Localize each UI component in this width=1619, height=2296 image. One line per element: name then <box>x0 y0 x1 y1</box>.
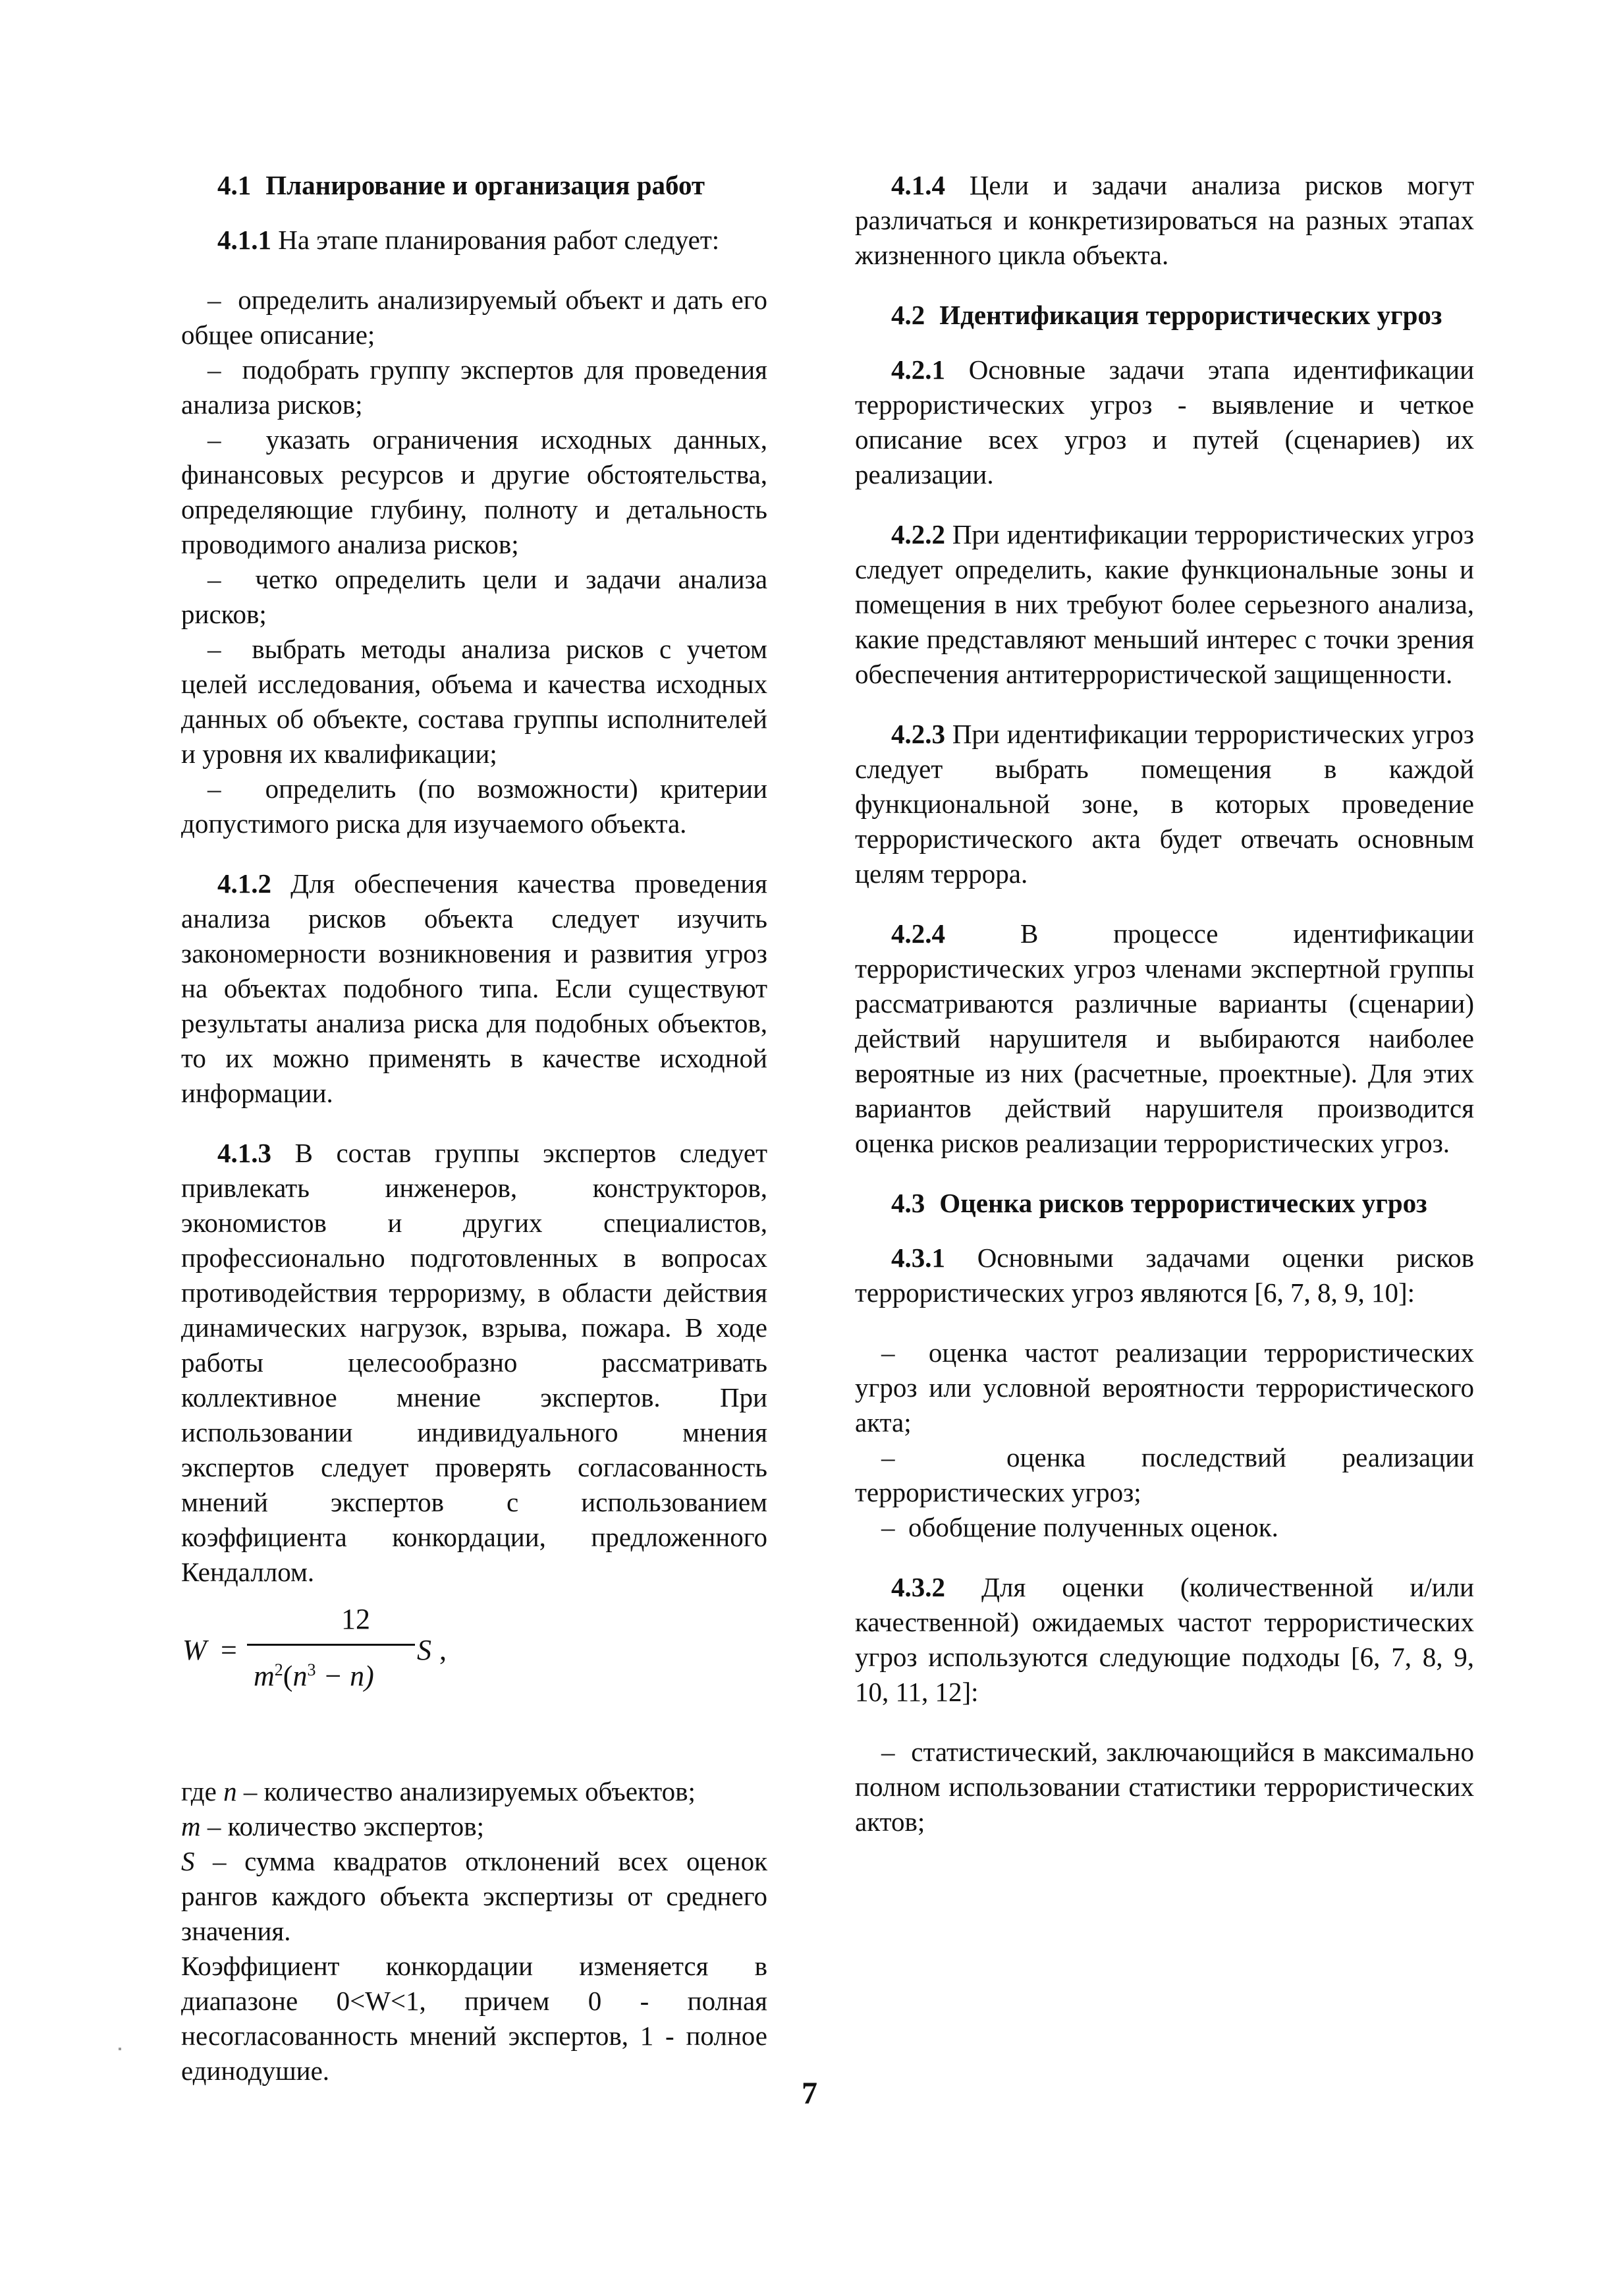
paragraph-4-2-2 <box>855 517 1474 692</box>
paragraph-4-1-2 <box>181 866 767 1111</box>
list-item: – указать ограничения исходных данных, финансовых ресурсов и другие обстоятельства, определяющие глубину, полноту и детальность проводимого анализа рисков; <box>181 422 767 562</box>
list-item: – определить (по возможности) критерии допустимого риска для изучаемого объекта. <box>181 771 767 841</box>
definition-n <box>181 1774 767 1809</box>
formula-numerator: 12 <box>341 1603 370 1635</box>
section-heading-4-1 <box>181 168 767 203</box>
clause-number: 4.3.2 <box>891 1572 945 1602</box>
paragraph-4-1-4 <box>855 168 1474 273</box>
den-m: m <box>254 1660 275 1693</box>
clause-number: 4.2.1 <box>891 354 945 385</box>
list-item: – оценка частот реализации террористических угроз или условной вероятности террористического акта; <box>855 1335 1474 1440</box>
clause-number: 4.1.1 <box>217 225 271 255</box>
formula-lhs: W <box>182 1634 207 1666</box>
clause-number: 4.3.1 <box>891 1243 945 1273</box>
list-item: – определить анализируемый объект и дать его общее описание; <box>181 283 767 352</box>
paragraph-text: При идентификации террористических угроз следует определить, какие функциональные зоны и помещения в них требуют более серьезного анализа, какие представляют меньший интерес с точки зрения обеспечения антитеррористической защищенности. <box>855 519 1475 689</box>
def-text: – количество экспертов; <box>200 1811 485 1841</box>
section-number: 4.3 <box>891 1188 925 1218</box>
paragraph-text: Основными задачами оценки рисков террористических угроз являются [6, 7, 8, 9, 10]: <box>855 1243 1474 1308</box>
section-number: 4.2 <box>891 300 925 330</box>
dash-list-4-1-1 <box>181 283 767 841</box>
den-rest: − n) <box>316 1660 374 1693</box>
paragraph-4-2-3 <box>855 717 1474 891</box>
paragraph-text: Основные задачи этапа идентификации террористических угроз - выявление и четкое описание всех угроз и путей (сценариев) их реализации. <box>855 354 1475 490</box>
paragraph-text: На этапе планирования работ следует: <box>278 225 720 255</box>
clause-number: 4.2.2 <box>891 519 945 549</box>
fraction-bar <box>247 1644 415 1646</box>
def-prefix: где <box>181 1776 224 1806</box>
def-text: – сумма квадратов отклонений всех оценок рангов каждого объекта экспертизы от среднего значения. <box>181 1846 767 1946</box>
paragraph-text: В процессе идентификации террористических угроз членами экспертной группы рассматриваются различные варианты (сценарии) действий нарушителя и выбираются наиболее вероятные из них (расчетные, проектные). Для этих вариантов действий нарушителя производится оценка рисков реализации террористических угроз. <box>855 918 1475 1158</box>
paragraph-text: При идентификации террористических угроз следует выбрать помещения в каждой функциональной зоне, в которых проведение террористического акта будет отвечать основным целям террора. <box>855 719 1475 889</box>
def-var: S <box>181 1846 195 1876</box>
list-item: – четко определить цели и задачи анализа рисков; <box>181 562 767 632</box>
list-item: – оценка последствий реализации террористических угроз; <box>855 1440 1474 1510</box>
def-var: m <box>181 1811 201 1841</box>
paragraph-text: Цели и задачи анализа рисков могут различаться и конкретизироваться на разных этапах жизненного цикла объекта. <box>855 170 1474 270</box>
paragraph-4-1-3 <box>181 1136 767 1590</box>
section-number: 4.1 <box>217 170 252 200</box>
paragraph-4-1-1 <box>181 223 767 258</box>
dash-list-4-3-2 <box>855 1735 1474 1839</box>
clause-number: 4.2.3 <box>891 719 945 749</box>
def-var: n <box>223 1776 237 1806</box>
section-heading-4-3 <box>855 1186 1474 1221</box>
left-column <box>181 168 767 2088</box>
paragraph-4-3-1 <box>855 1241 1474 1310</box>
formula-definitions <box>181 1774 767 2088</box>
formula-comma: , <box>439 1634 447 1666</box>
paragraph-4-2-4 <box>855 916 1474 1161</box>
section-title: Планирование и организация работ <box>265 170 705 200</box>
right-column <box>855 168 1474 1864</box>
page-number: 7 <box>802 2076 817 2111</box>
list-item: – обобщение полученных оценок. <box>855 1510 1474 1545</box>
paragraph-text: В состав группы экспертов следует привлекать инженеров, конструкторов, экономистов и других специалистов, профессионально подготовленных в вопросах противодействия терроризму, в области действия динамических нагрузок, взрыва, пожара. В ходе работы целесообразно рассматривать коллективное мнение экспертов. При использовании индивидуального мнения экспертов следует проверять согласованность мнений экспертов с использованием коэффициента конкордации, предложенного Кендаллом. <box>181 1138 767 1587</box>
den-n-exp: 3 <box>307 1660 316 1679</box>
list-item: – подобрать группу экспертов для проведения анализа рисков; <box>181 352 767 422</box>
definition-m <box>181 1809 767 1844</box>
section-title: Оценка рисков террористических угроз <box>939 1188 1427 1218</box>
den-m-exp: 2 <box>274 1660 283 1679</box>
paragraph-4-3-2 <box>855 1570 1474 1710</box>
clause-number: 4.1.2 <box>217 868 271 899</box>
clause-number: 4.1.4 <box>891 170 945 200</box>
dash-list-4-3-1 <box>855 1335 1474 1545</box>
section-heading-4-2 <box>855 298 1474 333</box>
den-n: n <box>292 1660 308 1693</box>
den-open: ( <box>283 1660 293 1693</box>
clause-number: 4.2.4 <box>891 918 945 949</box>
paragraph-text: Для обеспечения качества проведения анализа рисков объекта следует изучить закономерности возникновения и развития угроз на объектах подобного типа. Если существуют результаты анализа риска для подобных объектов, то их можно применять в качестве исходной информации. <box>181 868 768 1108</box>
list-item: – выбрать методы анализа рисков с учетом целей исследования, объема и качества исходных данных об объекте, состава группы исполнителей и уровня их квалификации; <box>181 632 767 771</box>
paragraph-text: Для оценки (количественной и/или качественной) ожидаемых частот террористических угроз используются следующие подходы [6, 7, 8, 9, 10, 11, 12]: <box>855 1572 1475 1707</box>
definition-s <box>181 1844 767 1949</box>
clause-number: 4.1.3 <box>217 1138 271 1168</box>
paragraph-4-2-1 <box>855 352 1474 492</box>
section-title: Идентификация террористических угроз <box>939 300 1442 330</box>
scan-speck <box>119 2048 121 2050</box>
formula-equals: = <box>221 1634 237 1666</box>
def-text: – количество анализируемых объектов; <box>236 1776 696 1806</box>
definition-concordance: Коэффициент конкордации изменяется в диапазоне 0<W<1, причем 0 - полная несогласованность мнений экспертов, 1 - полное единодушие. <box>181 1951 767 2086</box>
list-item: – статистический, заключающийся в максимально полном использовании статистики террористических актов; <box>855 1735 1474 1839</box>
formula-denominator <box>254 1652 374 1694</box>
formula-rhs: S <box>417 1634 431 1666</box>
kendall-formula <box>181 1596 767 1728</box>
